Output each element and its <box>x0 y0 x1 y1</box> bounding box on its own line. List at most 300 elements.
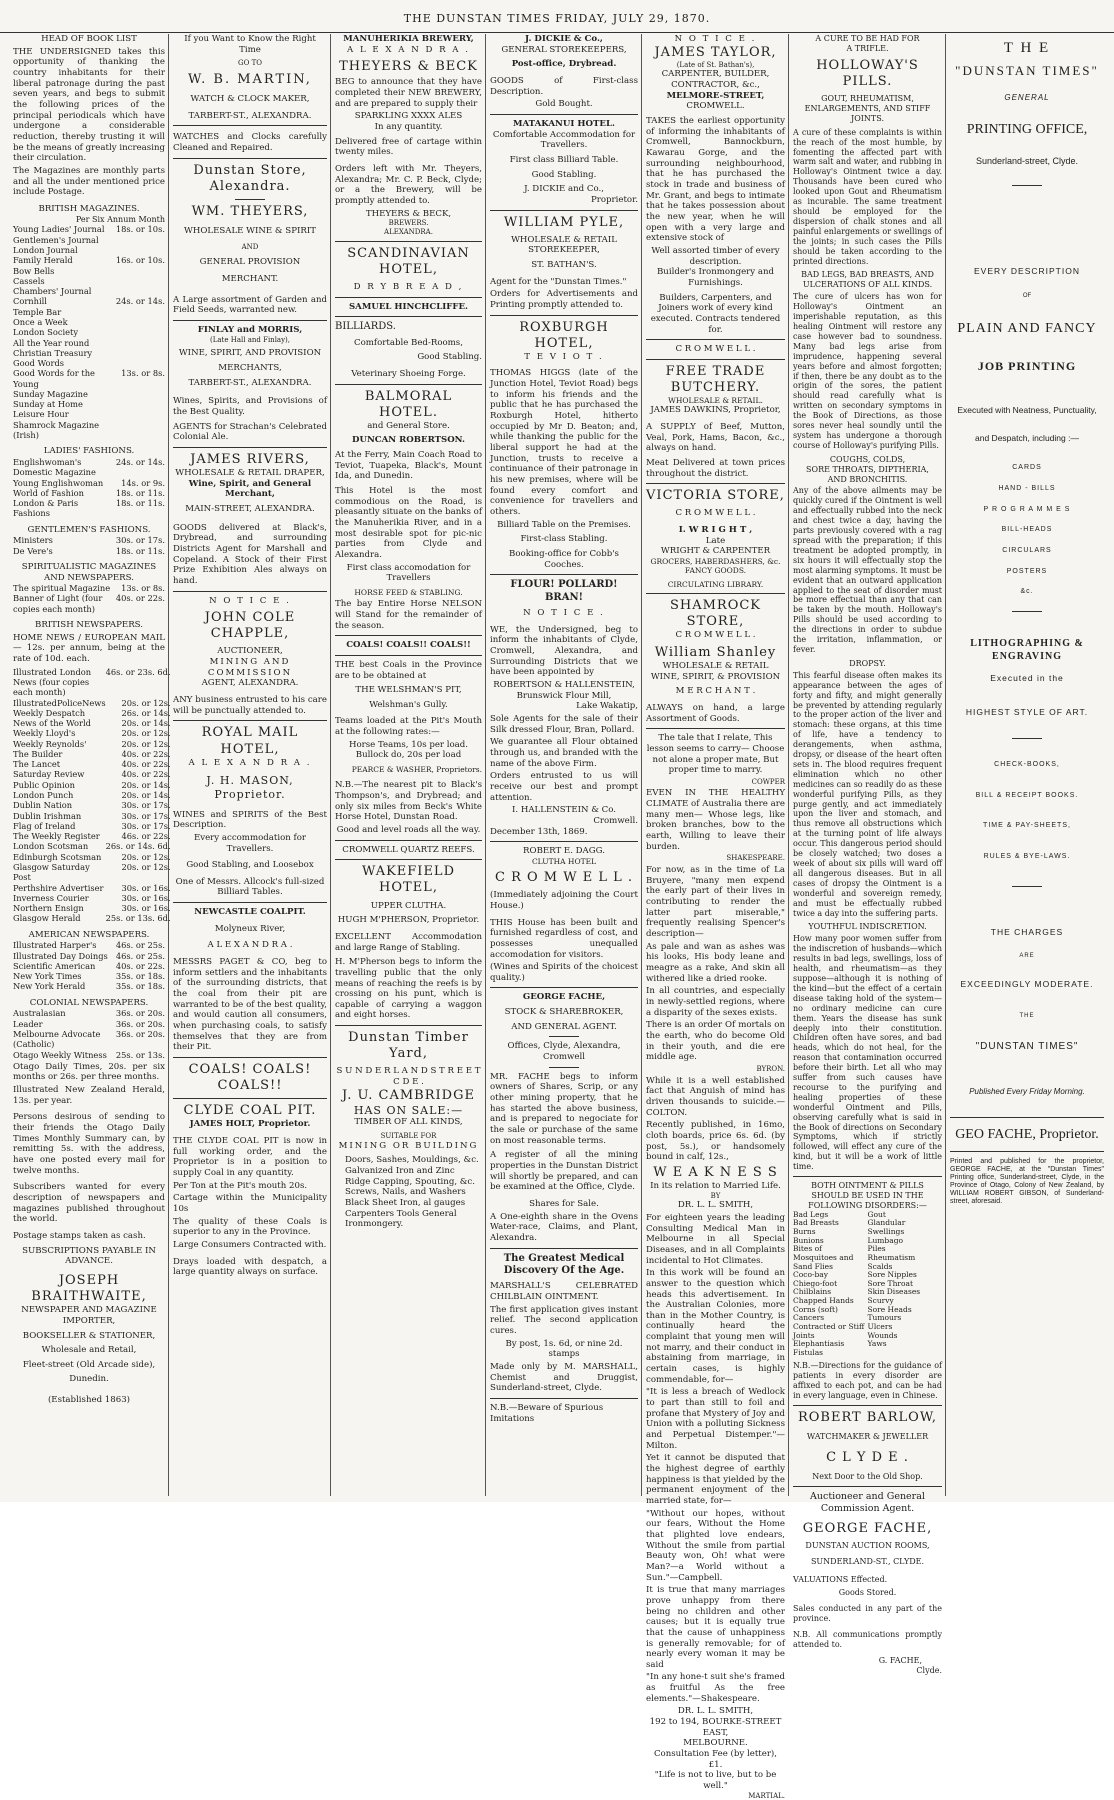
row-title: Saturday Review <box>13 769 85 780</box>
ad-line: WINE, SPIRIT, & PROVISION <box>650 671 781 682</box>
row-price: 36s. or 20s. <box>115 1008 165 1019</box>
ad-title: FINLAY and MORRIS, <box>197 325 303 335</box>
ad-line: and General Store. <box>367 420 450 431</box>
list-item: Cancers <box>793 1313 825 1323</box>
row-title: The Weekly Register <box>13 831 100 842</box>
ad-line: ALEXANDRA. <box>384 227 433 236</box>
table-row <box>13 546 165 556</box>
list-item: Bites of Mosquitoes and Sand Flies <box>793 1244 854 1271</box>
ad-line: Wine, Spirit, and General <box>188 478 312 489</box>
ad-text: Wines, Spirits, and Provisions of the Best Quality. <box>173 396 327 417</box>
ad-line: FANCY GOODS. <box>684 566 747 576</box>
row-price: 14s. or 9s. <box>121 477 165 488</box>
list-item: RULES & BYE-LAWS. <box>983 852 1071 860</box>
ad-title: W E A K N E S S <box>653 1164 778 1180</box>
list-item: Tumours <box>867 1313 902 1323</box>
ad-line: GENERAL STOREKEEPERS, <box>501 44 627 55</box>
ad-line: Published Every Friday Morning. <box>969 1086 1085 1096</box>
ad-line: Brunswick Flour Mill, <box>516 690 612 701</box>
list-item: CIRCULARS <box>1002 547 1052 555</box>
row-price: 35s. or 18s. <box>115 981 165 992</box>
ad-line: (Late of St. Bathan's), <box>676 60 755 69</box>
ad-line: Merchant, <box>225 489 275 500</box>
row-price: 30s. or 17s. <box>121 820 171 831</box>
table-row <box>13 821 171 831</box>
table-row <box>13 728 171 738</box>
row-price <box>116 338 165 348</box>
ad-text: As pale and wan as ashes was his looks, His body leane and meagre as a rake, And skin all withered like a dried rooke. <box>646 941 785 984</box>
ad-line: CIRCULATING LIBRARY. <box>667 579 764 589</box>
row-title: Cornhill <box>13 296 47 307</box>
ad-title: NEWCASTLE COALPIT. <box>194 907 306 918</box>
ad-line: Builder's Ironmongery and Furnishings. <box>656 267 775 288</box>
ad-text: A One-eighth share in the Ovens Water-race, Claims, and Plant, Alexandra. <box>490 1211 638 1243</box>
ad-line: EXCEEDINGLY MODERATE. <box>960 978 1094 989</box>
ad-text: Made only by M. MARSHALL, Chemist and Druggist, Sunderland-street, Clyde. <box>490 1361 638 1394</box>
table-row <box>13 769 171 779</box>
ad-line: WINE, SPIRIT, AND PROVISION <box>178 348 322 359</box>
ad-line: JAMES HOLT, Proprietor. <box>189 1119 311 1130</box>
ad-line: WHOLESALE WINE & SPIRIT <box>184 226 316 237</box>
ad-line: MARTIAL. <box>748 1791 785 1800</box>
row-title: News of the World <box>13 718 91 729</box>
ad-line: I. HALLENSTEIN & Co. <box>511 805 616 816</box>
list-item: Sore Nipples <box>867 1270 917 1280</box>
ad-text: MR. FACHE begs to inform owners of Shares, Scrip, or any other mining property, that he has started the above business, and is prepared to negociate for the sale or purchase of the same on most reasonable terms. <box>490 1071 638 1146</box>
ad-title: ROYAL MAIL HOTEL, <box>201 725 299 757</box>
ad-line: N O T I C E . <box>523 608 605 619</box>
table-row <box>13 718 171 728</box>
advertiser-line: BOOKSELLER & STATIONER, <box>22 1330 156 1341</box>
ad-line: PEARCE & WASHER, Proprietors. <box>351 765 482 775</box>
ad-line: Welshman's Gully. <box>369 699 448 710</box>
table-row <box>13 749 171 759</box>
ad-line: Late <box>705 535 726 546</box>
subs-text: Subscribers wanted for every description of newspapers and magazines published throughout the world. <box>13 1182 165 1225</box>
row-price: 46s. or 25s. <box>115 950 165 961</box>
ad-text: EVEN IN THE HEALTHY CLIMATE of Australia there are many men— Whose legs, like broken branches, bow to the earth, Willing to leave their burden. <box>646 788 785 852</box>
ad-line: AND BRONCHITIS. <box>827 474 908 484</box>
row-title: Young Ladies' Journal <box>13 224 105 235</box>
ad-text: Meat Delivered at town prices throughout the district. <box>646 457 785 479</box>
section-heading: SPIRITUALISTIC MAGAZINES AND NEWSPAPERS. <box>21 561 157 583</box>
row-price <box>116 399 165 409</box>
ad-line: 192 to 194, BOURKE-STREET EAST, <box>649 1717 782 1738</box>
masthead <box>0 0 1114 33</box>
row-price: 20s. or 14s. <box>121 779 171 790</box>
row-price: 26s. or 14s. 6d. <box>105 841 171 852</box>
ad-line: BOTH OINTMENT & PILLS SHOULD BE USED IN THE FOLLOWING DISORDERS:— <box>808 1181 927 1210</box>
row-title: Ministers <box>13 535 53 546</box>
ad-text: N.B. All communications promptly attended to. <box>793 1630 942 1650</box>
row-title: Northern Ensign <box>13 903 84 914</box>
ad-line: BY <box>710 1191 721 1200</box>
list-item: &c. <box>1020 588 1034 596</box>
ad-line: Next Door to the Old Shop. <box>812 1472 923 1482</box>
ad-line: ENLARGEMENTS, AND STIFF <box>804 103 931 113</box>
ad-text: Teams loaded at the Pit's Mouth at the following rates:— <box>335 716 482 738</box>
print-items <box>950 464 1104 597</box>
list-item: Scalds <box>867 1261 893 1271</box>
table-row <box>13 307 165 317</box>
ad-text: WINES and SPIRITS of the Best Description. <box>173 809 327 831</box>
row-price <box>116 245 165 255</box>
list-item: CARDS <box>1012 464 1042 472</box>
row-title: Glasgow Herald <box>13 913 81 924</box>
table-row <box>13 286 165 296</box>
ad-line: C L Y D E . <box>826 1450 909 1466</box>
ad-title: "DUNSTAN TIMES" <box>955 62 1099 78</box>
ad-line: J. DICKIE and Co., <box>524 184 604 195</box>
ad-title: ROXBURGH HOTEL, <box>519 319 609 351</box>
row-price <box>116 276 165 286</box>
ad-line: MERCHANTS, <box>218 362 282 373</box>
ad-line: T E V I O T . <box>524 351 604 362</box>
table-row <box>13 951 165 961</box>
row-title: Shamrock Magazine (Irish) <box>13 419 100 441</box>
table-row <box>13 368 165 389</box>
ad-text: EXCELLENT Accommodation and large Range of Stabling. <box>335 931 482 953</box>
ad-text: The quality of these Coals is superior to any in the Province. <box>173 1216 327 1238</box>
advertiser-line: Dunedin. <box>69 1374 109 1385</box>
ad-line: (Late Hall and Finlay), <box>209 335 291 344</box>
ad-text: (Wines and Spirits of the choicest quality.) <box>490 962 638 983</box>
ad-text: The tale that I relate, This lesson seems to carry— Choose not alone a proper mate, But proper time to marry. <box>646 733 785 776</box>
ad-line: AUCTIONEER, <box>217 646 283 657</box>
list-item: Piles <box>867 1244 886 1254</box>
masthead-title: THE DUNSTAN TIMES FRIDAY, JULY 29, 1870. <box>403 12 711 25</box>
price-table <box>13 535 165 556</box>
ad-text: A SUPPLY of Beef, Mutton, Veal, Pork, Hams, Bacon, &c., always on hand. <box>646 422 785 454</box>
ad-line: BAD LEGS, BAD BREASTS, AND ULCERATIONS OF ALL KINDS. <box>801 270 934 290</box>
row-price: 20s. or 12s. <box>121 851 171 862</box>
row-title: Bow Bells <box>13 265 55 276</box>
ad-line: S U N D E R L A N D S T R E E T <box>336 1066 481 1077</box>
ad-line: SORE THROATS, DIPTHERIA, <box>806 464 929 474</box>
table-row <box>13 583 165 593</box>
ad-line: MAIN-STREET, ALEXANDRA. <box>185 504 315 514</box>
ad-title: FLOUR! POLLARD! BRAN! <box>510 579 618 603</box>
row-price <box>116 358 165 368</box>
list-item: Glandular Swellings <box>867 1218 906 1237</box>
row-price: 30s. or 16s. <box>121 903 171 914</box>
row-price: 35s. or 18s. <box>115 971 165 982</box>
advertiser-line: Fleet-street (Old Arcade side), <box>22 1359 156 1370</box>
ad-text: ALWAYS on hand, a large Assortment of Goods. <box>646 702 785 724</box>
row-price: 30s. or 16s. <box>121 892 171 903</box>
row-title: Weekly Lloyd's <box>13 728 76 739</box>
column-6 <box>790 34 945 1675</box>
ad-line: Molyneux River, <box>214 923 286 934</box>
ad-line: In any quantity. <box>374 122 443 133</box>
ad-line: Executed in the <box>990 672 1064 683</box>
ad-line: WATCHMAKER & JEWELLER <box>806 1432 929 1442</box>
ad-text: Orders left with Mr. Theyers, Alexandra; Mr. C. P. Beck, Clyde; or a the Brewery, will be promptly attended to. <box>335 164 482 206</box>
ad-title: MATAKANUI HOTEL. <box>512 118 616 129</box>
ad-text: For eighteen years the leading Consulting Medical Man in Melbourne in all Special Diseases, and in all Complaints incidental to Hot Climates. <box>646 1212 785 1266</box>
ad-line: COUGHS, COLDS, <box>829 454 906 464</box>
row-title: The Builder <box>13 748 63 759</box>
table-row <box>13 255 165 265</box>
list-item: Coco-bay <box>793 1270 829 1280</box>
list-item: HAND - BILLS <box>998 485 1056 493</box>
row-price: 24s. or 14s. <box>115 456 165 467</box>
ad-title: Dunstan Store, Alexandra. <box>193 162 307 194</box>
table-row <box>13 913 171 923</box>
ad-text: Agent for the "Dunstan Times." <box>490 276 627 287</box>
ad-title: MANUHERIKIA BREWERY, <box>343 34 474 44</box>
list-item: Scurvy <box>867 1296 894 1306</box>
ad-title: I. W R I G H T , <box>678 525 753 536</box>
ad-text: In this work will be found an answer to the question which heads this advertisement. In the Australian Colonies, more than in the Mother Country, is continually heard the complaint that young men will not marry, and their conduct in abstaining from marriage, in certain cases, is highly commendable, for— <box>646 1268 785 1385</box>
ad-text: N.B.—The nearest pit to Black's Thompson's, and Drybread; and only six miles from Beck's White Horse Hotel, Dunstan Road. <box>335 780 482 823</box>
ad-title: Auctioneer and General Commission Agent. <box>810 1491 925 1514</box>
column-7 <box>947 34 1107 1496</box>
ad-text: "It is less a breach of Wedlock to part than still to foil and profane that Mystery of Joy and Union with a polluting Sickness and Perpetual Distemper."—Milton. <box>646 1387 785 1451</box>
table-row <box>13 1050 165 1060</box>
ad-line: CLUTHA HOTEL <box>531 856 597 866</box>
ad-line: Sunderland-street, Clyde. <box>975 155 1079 166</box>
ad-line: THE CHARGES <box>990 926 1064 937</box>
table-row <box>13 667 171 698</box>
row-price <box>116 307 165 317</box>
ad-line: Goods Stored. <box>838 1588 897 1598</box>
list-item: Rheumatism <box>867 1252 916 1262</box>
ad-title: HOLLOWAY'S PILLS. <box>816 57 919 89</box>
ad-line: Good Stabling. <box>531 169 597 180</box>
list-item: Elephantiasis <box>793 1339 845 1349</box>
ad-line: THE WELSHMAN'S PIT, <box>355 685 462 696</box>
ad-text: GOODS delivered at Black's, Drybread, and surrounding Districts Agent for Marshall and Copeland. A Stock of their First Prize Exhibition Ales always on hand. <box>173 522 327 586</box>
ad-text: In all countries, and especially in newly-settled regions, where a disparity of the sexes exists. <box>646 986 785 1018</box>
disorder-list-right <box>868 1211 943 1358</box>
ad-title: N O T I C E . <box>209 595 291 606</box>
row-price: 20s. or 12s. <box>121 862 171 872</box>
ad-title: The Greatest Medical Discovery Of the Age. <box>503 1252 625 1276</box>
list-item: Lumbago <box>867 1235 904 1245</box>
table-row <box>13 593 165 614</box>
ad-line: OF <box>1022 292 1032 299</box>
ad-line: Bullock do, 20s per load <box>355 750 462 761</box>
ad-line: TIMBER OF ALL KINDS, <box>354 1117 463 1128</box>
ad-line: GOUT, RHEUMATISM, <box>821 94 914 104</box>
odt-text: Otago Daily Times, 20s. per six months or 26s. per three months. <box>13 1061 165 1083</box>
ad-title: ROBERT E. DAGG. <box>523 846 605 857</box>
advertiser-name: JOSEPH BRAITHWAITE, <box>31 1272 147 1305</box>
ad-title: FREE TRADE BUTCHERY. <box>665 363 766 395</box>
ad-text: GOODS of First-class Description. <box>490 75 638 97</box>
ad-text: How many poor women suffer from the indiscretion of husbands—which results in bad legs, swellings, loss of health, and rheumatism—as they suppose—although it is nothing of the kind—but the effect of a certain disease taking hold of the system—no ordinary medicine can cure them. Years the disease has sunk deeply into their constitution. Children often have sores, and bad heads, which do not heal, for the reason that contamination occurred before their birth. Let all who may suffer from such causes have recourse to the purifying and healing properties of these wonderful Ointment and Pills, observing carefully what is said in the Book of directions on Secondary Symptoms, which if strictly followed, will effect any cure of the kind, but it will be a work of little time. <box>793 934 942 1172</box>
ad-line: Comfortable Bed-Rooms, <box>354 337 463 348</box>
row-title: Good Words for the Young <box>13 368 95 389</box>
postage-text: Postage stamps taken as cash. <box>13 1231 146 1241</box>
ad-line: In its relation to Married Life. <box>650 1180 781 1191</box>
ad-title: COALS! COALS! COALS!! <box>188 1062 312 1094</box>
ad-line: Comfortable Accommodation for Travellers. <box>492 129 636 151</box>
ad-text: Executed with Neatness, Punctuality, and Despatch, including :— <box>957 405 1097 444</box>
ad-line: DROPSY. <box>849 658 886 668</box>
list-item: Contracted or Stiff Joints <box>793 1321 865 1340</box>
ad-line: CARPENTER, BUILDER, CONTRACTOR, &c., <box>661 69 770 91</box>
row-price: 20s. or 12s. <box>121 697 171 708</box>
section-heading: GENTLEMEN'S FASHIONS. <box>27 524 151 535</box>
ad-line: BREWERS. <box>388 219 429 228</box>
ad-text: Any of the above ailments may be quickly cured if the Ointment is well and effectually rubbed into the neck and chest twice a day, having the parts previously covered with a rag spread with the preparation; if this treatment be adopted promptly, in six hours it will effectually stop the most alarming symptoms. It must be evident that an outward application applied to the seat of disorder must be more effectual than any that can be taken by the mouth. Holloway's Pills should be used according to the directions in order to subdue the irritation, inflammation, or fever. <box>793 486 942 654</box>
ad-line: "Life is not to live, but to be well." <box>654 1770 777 1792</box>
ad-line: HAS ON SALE:— <box>353 1103 464 1117</box>
list-item: Bunions <box>793 1235 824 1245</box>
table-row <box>13 1019 165 1029</box>
table-row <box>13 739 171 749</box>
ad-line: Horse Teams, 10s per load. <box>348 739 469 750</box>
row-title: Family Herald <box>13 255 73 266</box>
row-title: London Journal <box>13 244 78 255</box>
row-title: Australasian <box>13 1008 66 1019</box>
ad-line: DUNSTAN AUCTION ROOMS, <box>805 1540 930 1550</box>
ad-line: Consultation Fee (by letter), £1. <box>653 1749 778 1770</box>
row-price: 46s. or 25s. <box>115 940 165 951</box>
table-row <box>13 327 165 337</box>
table-row <box>13 940 165 950</box>
row-title: Weekly Reynolds' <box>13 738 87 749</box>
table-row <box>13 903 171 913</box>
ad-title: William Shanley <box>654 644 777 660</box>
row-title: Weekly Despatch <box>13 707 86 718</box>
ad-line: EVERY DESCRIPTION <box>974 266 1080 277</box>
ad-text: There is an order Of mortals on the earth, who do become Old in their youth, and die ere middle age. <box>646 1020 785 1063</box>
list-item: Bad Legs <box>793 1209 829 1219</box>
list-item: Ulcers <box>867 1321 893 1331</box>
ad-text: Large Consumers Contracted with. <box>173 1239 327 1250</box>
ad-text: Cartage within the Municipality 10s <box>173 1193 327 1214</box>
ad-line: HIGHEST STYLE OF ART. <box>965 707 1089 718</box>
ad-line: MINING AND COMMISSION <box>207 657 293 678</box>
table-row <box>13 1029 165 1050</box>
row-price <box>116 317 165 327</box>
column-rule <box>945 34 946 1496</box>
ad-line: WATCH & CLOCK MAKER, <box>190 94 310 105</box>
row-price: 20s. or 12s. <box>121 738 171 749</box>
ad-line: Proprietor. <box>590 194 638 205</box>
intro-text-2: The Magazines are monthly parts and all the under mentioned price include Postage. <box>13 165 165 198</box>
list-item: Corns (soft) <box>793 1304 838 1314</box>
row-price: 20s. or 12s. <box>121 728 171 739</box>
ad-line: Good Stabling, and Loosebox <box>186 860 314 871</box>
ad-text: AGENTS for Strachan's Celebrated Colonial Ale. <box>173 421 327 443</box>
price-table <box>13 667 171 924</box>
table-row <box>13 457 165 478</box>
ad-line: SUNDERLAND-ST., CLYDE. <box>810 1556 925 1566</box>
ad-text: N.B.—Directions for the guidance of patients in every disorder are affixed to each pot, and can be had in every language, even in Chinese. <box>793 1361 942 1401</box>
ad-text: WE, the Undersigned, beg to inform the inhabitants of Clyde, Cromwell, Alexandra, and Surrounding Districts that we have been appointed by <box>490 624 638 678</box>
ad-line: AND GENERAL AGENT. <box>511 1021 617 1032</box>
table-row <box>13 961 165 971</box>
price-table <box>13 940 165 991</box>
row-title: Otago Weekly Witness <box>13 1049 107 1060</box>
ad-text: BILLIARDS. <box>335 321 396 333</box>
table-row <box>13 759 171 769</box>
row-title: Leisure Hour <box>13 409 69 420</box>
ad-line: Good Stabling. <box>417 352 482 363</box>
ad-line: WHOLESALE & RETAIL STOREKEEPER, <box>511 234 617 256</box>
ad-line: UPPER CLUTHA. <box>370 900 447 911</box>
ad-title: C R O M W E L L . <box>494 870 633 886</box>
row-title: IllustratedPoliceNews <box>13 697 106 708</box>
established: (Established 1863) <box>47 1395 131 1406</box>
table-row <box>13 245 165 255</box>
ad-text: The cure of ulcers has won for Holloway's Ointment an imperishable reputation, as this healing Ointment will restore any case however bad to soundness. Many bad legs arise from imprudence, happening several years before and almost forgotten; if then, there be any doubt as to the origin of the sores, the patient should read carefully what is written on secondary symptoms in the Book of Directions, as those sores never heal soundly until the system has undergone a thorough course of Holloway's purifying Pills. <box>793 292 942 450</box>
ad-title: J. DICKIE & Co., <box>525 34 603 44</box>
list-item: Yaws <box>867 1339 887 1349</box>
ad-text: MESSRS PAGET & CO, beg to inform settlers and the inhabitants of the surrounding districts, that the coal from their pit are warranted to be of the best quality, and would caution all consumers, when purchasing coals, to satisfy themselves that they are from their Pit. <box>173 957 327 1053</box>
ad-text: Drays loaded with despatch, a large quantity always on surface. <box>173 1256 327 1278</box>
ad-text: ANY business entrusted to his care will be punctually attended to. <box>173 695 327 716</box>
ad-text: Orders for Advertisements and Printing promptly attended to. <box>490 289 638 310</box>
table-row <box>13 790 171 800</box>
ad-line: Cromwell. <box>593 815 638 826</box>
table-row <box>13 535 165 545</box>
ad-line: C R O M W E L L . <box>675 508 756 519</box>
ad-line: ST. BATHAN'S. <box>531 259 597 270</box>
column-rule <box>485 34 486 1496</box>
ad-text: "In any hone-t suit she's framed as fruitful As the free elements."—Shakespeare. <box>646 1672 785 1704</box>
row-price: 16s. or 10s. <box>115 255 165 266</box>
ad-line: T H E <box>1003 40 1051 56</box>
row-price: 40s. or 22s. <box>115 593 165 604</box>
ad-line: MERCHANT. <box>221 274 279 285</box>
row-price <box>116 286 165 296</box>
heading: HEAD OF BOOK LIST <box>41 34 137 44</box>
ad-line: Builders, Carpenters, and Joiners work of every kind executed. Contracts tendered for. <box>650 292 781 335</box>
row-price: 26s. or 14s. <box>121 707 171 718</box>
list-item: Chilblains <box>793 1287 832 1297</box>
ad-line: SPARKLING XXXX ALES <box>354 111 463 122</box>
ad-line: AND <box>241 242 259 251</box>
section-heading: COLONIAL NEWSPAPERS. <box>29 997 149 1008</box>
row-price <box>116 409 165 419</box>
ad-line: SUITABLE FOR <box>380 1132 437 1141</box>
ad-title: N O T I C E . <box>674 34 757 44</box>
ad-line: TARBERT-ST., ALEXANDRA. <box>188 110 312 121</box>
ad-text: Recently published, in 16mo, cloth boards, price 6s. 6d. (by post, 5s.), or handsomely bound in calf, 12s., <box>646 1120 785 1163</box>
table-row <box>13 296 165 306</box>
row-title: Public Opinion <box>13 779 75 790</box>
ad-title: SAMUEL HINCHCLIFFE. <box>348 301 469 312</box>
price-table <box>13 224 165 440</box>
row-title: Christian Treasury <box>13 347 93 358</box>
list-item: Wounds <box>867 1330 898 1340</box>
row-title: All the Year round <box>13 337 90 348</box>
table-row <box>13 399 165 409</box>
ad-line: THEYERS & BECK, <box>365 208 452 219</box>
persons-text: Persons desirous of sending to their friends the Otago Daily Times Monthly Summary can, by remitting 5s. with the address, have one posted every mail for twelve months. <box>13 1112 165 1176</box>
intro-text: THE UNDERSIGNED takes this opportunity of thanking the country inhabitants for their liberal patronage during the past seven years, and begs to submit the following prices of the principal periodicals which have undergone a considerable reduction, thereby trusting it will be the means of greatly increasing their circulation. <box>13 46 165 164</box>
table-row <box>13 811 171 821</box>
ad-line: WRIGHT & CARPENTER <box>660 546 771 557</box>
ad-line: YOUTHFUL INDISCRETION. <box>808 922 927 932</box>
table-row <box>13 338 165 348</box>
ad-text: WATCHES and Clocks carefully Cleaned and Repaired. <box>173 132 327 154</box>
row-price <box>116 327 165 337</box>
ad-text: This fearful disease often makes its appearance between the ages of forty and fifty, and might generally be prevented by attending regularly to the proper action of the liver and stomach: these organs, at this time of life, have a tendency to derangements, when asthma, dropsy, or disease of the heart often sets in. The blood requires frequent elimination which no other medicines can so readily do as these wonderful purifying Pills, as they purge gently, and act immediately upon the liver and stomach, and thus remove all obstructions which at the turning point of life always occur. This dangerous period should be closely watched; two doses a week of about six pills will ward off all dangerous diseases. But in all cases of dropsy the Ointment is a wonderful and sovereign remedy, and must be effectually rubbed twice a day into the suffering parts. <box>793 670 942 918</box>
ad-line: D R Y B R E A D , <box>353 281 464 292</box>
ad-line: STOCK & SHAREBROKER, <box>504 1007 624 1018</box>
ad-line: J. H. MASON, Proprietor. <box>206 774 294 801</box>
row-title: Banner of Light (four copies each month) <box>13 593 103 614</box>
ad-line: December 13th, 1869. <box>490 826 588 837</box>
ad-text: Doors, Sashes, Mouldings, &c. Galvanized Iron and Zinc Ridge Capping, Spouting, &c. Screws, Nails, and Washers Black Sheet Iron, al gauges Carpenters Tools General Ironmongery. <box>345 1155 479 1230</box>
ad-title: VICTORIA STORE, <box>646 488 785 504</box>
